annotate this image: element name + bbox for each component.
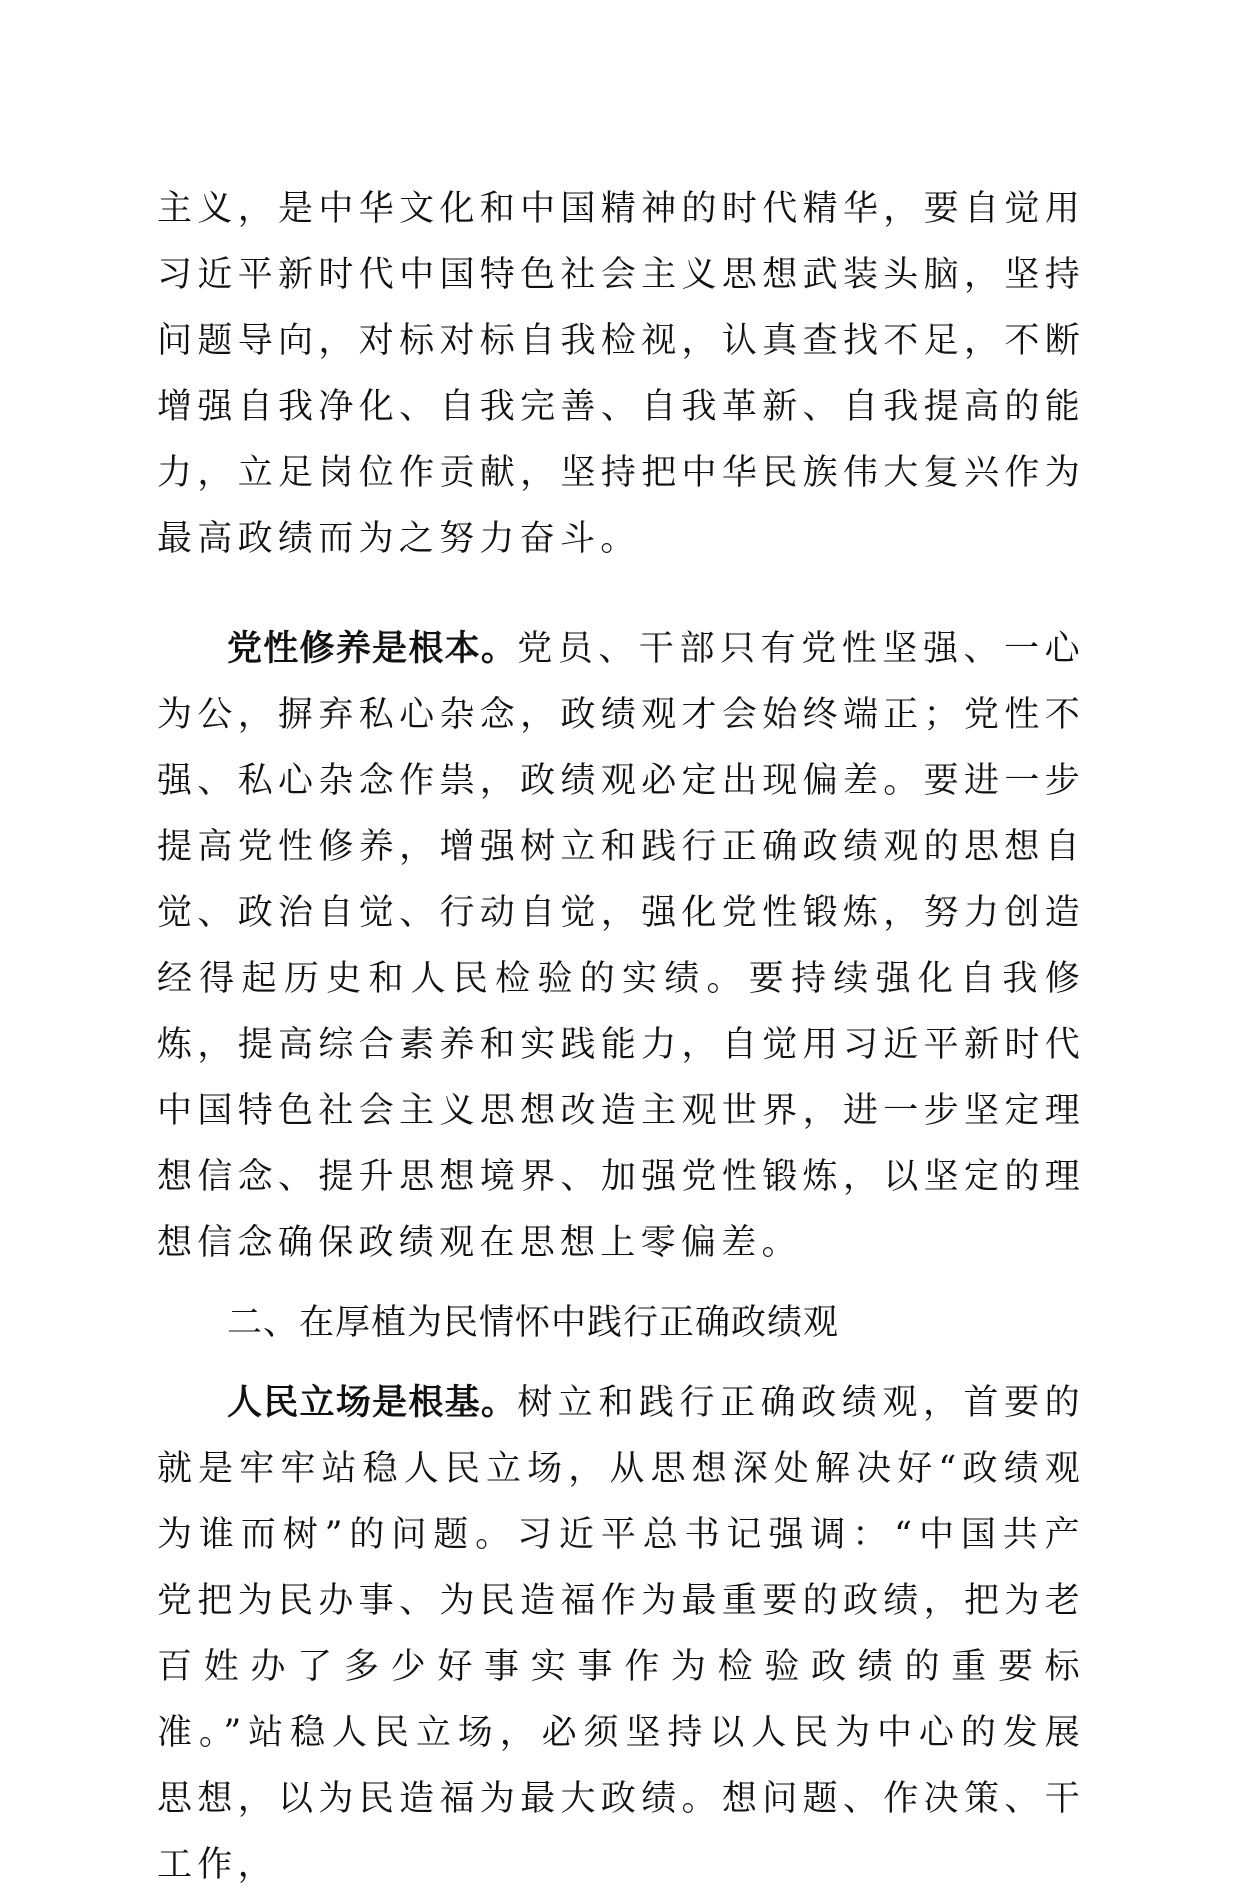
paragraph-text: 树立和践行正确政绩观，首要的就是牢牢站稳人民立场，从思想深处解决好“政绩观为谁而树”的问题。习近平总书记强调：“中国共产党把为民办事、为民造福作为最重要的政绩，把为老百姓办了多少好事实事作为检验政绩的重要标准。”站稳人民立场，必须坚持以人民为中心的发展思想，以为民造福为最大政绩。想问题、作决策、干工作， (157, 1383, 1085, 1885)
paragraph-party-spirit (157, 616, 1085, 1276)
paragraph-continuation (157, 176, 1085, 572)
section-heading: 二、在厚植为民情怀中践行正确政绩观 (227, 1303, 840, 1343)
document-page (157, 176, 1085, 1898)
paragraph-lead-heading: 党性修养是根本。 (227, 629, 518, 669)
paragraph-text: 主义，是中华文化和中国精神的时代精华，要自觉用习近平新时代中国特色社会主义思想武装头脑，坚持问题导向，对标对标自我检视，认真查找不足，不断增强自我净化、自我完善、自我革新、自我提高的能力，立足岗位作贡献，坚持把中华民族伟大复兴作为最高政绩而为之努力奋斗。 (157, 189, 1085, 559)
paragraph-text: 党员、干部只有党性坚强、一心为公，摒弃私心杂念，政绩观才会始终端正；党性不强、私心杂念作祟，政绩观必定出现偏差。要进一步提高党性修养，增强树立和践行正确政绩观的思想自觉、政治自觉、行动自觉，强化党性锻炼，努力创造经得起历史和人民检验的实绩。要持续强化自我修炼，提高综合素养和实践能力，自觉用习近平新时代中国特色社会主义思想改造主观世界，进一步坚定理想信念、提升思想境界、加强党性锻炼，以坚定的理想信念确保政绩观在思想上零偏差。 (157, 629, 1085, 1263)
paragraph-people-stance (157, 1370, 1085, 1898)
paragraph-lead-heading: 人民立场是根基。 (227, 1383, 518, 1423)
